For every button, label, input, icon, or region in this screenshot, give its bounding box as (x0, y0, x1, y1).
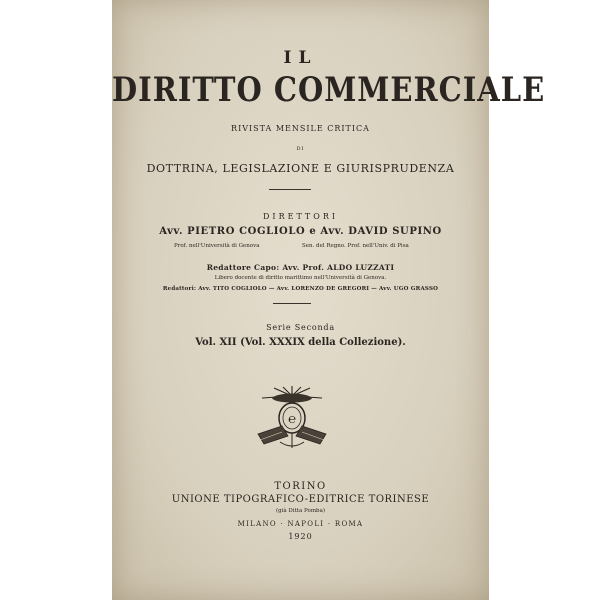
publisher-former-name: (già Ditta Pomba) (275, 508, 326, 514)
divider-rule (273, 303, 311, 304)
director1-affiliation: Prof. nell'Università di Genova (174, 243, 260, 249)
title-page (112, 0, 546, 600)
divider-rule (269, 189, 311, 190)
publisher-name: UNIONE TIPOGRAFICO-EDITRICE TORINESE (171, 494, 430, 505)
svg-text:℮: ℮ (288, 412, 296, 427)
directors-names: Avv. PIETRO COGLIOLO e Avv. DAVID SUPINO (159, 226, 442, 237)
title-article: IL (283, 48, 318, 68)
subject-line: DOTTRINA, LEGISLAZIONE E GIURISPRUDENZA (146, 162, 455, 175)
branch-cities: MILANO · NAPOLI · ROMA (237, 520, 364, 528)
publication-city: TORINO (274, 481, 327, 492)
publisher-emblem-icon (252, 384, 332, 452)
editors-line: Redattori: Avv. TITO COGLIOLO — Avv. LORENZO DE GREGORI — Avv. UGO GRASSO (162, 286, 439, 292)
director2-affiliation: Sen. del Regno. Prof. nell'Univ. di Pisa (302, 243, 409, 249)
publication-year: 1920 (288, 532, 313, 541)
volume-label: Vol. XII (Vol. XXXIX della Collezione). (195, 337, 406, 348)
chief-editor: Redattore Capo: Avv. Prof. ALDO LUZZATI (206, 263, 395, 272)
main-title: DIRITTO COMMERCIALE (112, 70, 546, 110)
chief-editor-affiliation: Libero docente di diritto marittimo nell'Università di Genova. (214, 275, 387, 281)
directors-label: DIRETTORI (263, 212, 338, 221)
subtitle: RIVISTA MENSILE CRITICA (231, 124, 370, 133)
subtitle-connector: DI (296, 146, 305, 152)
series-label: Serie Seconda (266, 323, 335, 332)
